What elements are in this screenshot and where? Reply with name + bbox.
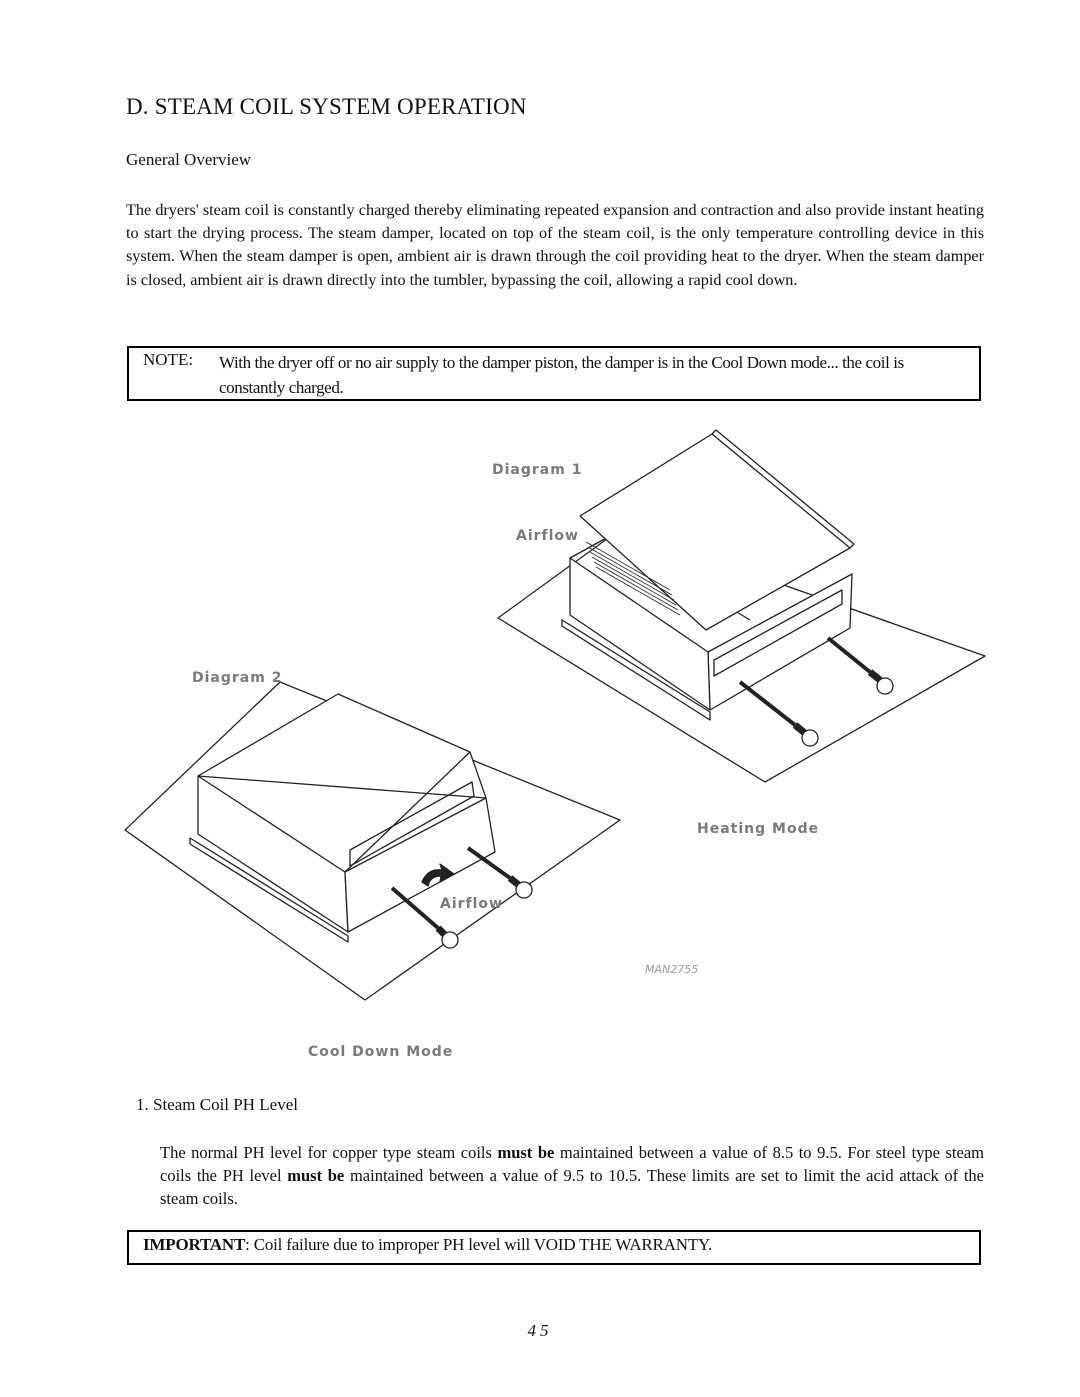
list-item-ph-level: 1. Steam Coil PH Level (136, 1095, 298, 1114)
cool-down-label: Cool Down Mode (308, 1044, 454, 1060)
note-label: NOTE: (143, 350, 194, 369)
page-number: 45 (527, 1321, 553, 1340)
note-text: With the dryer off or no air supply to the damper piston, the damper is in the Cool Down mode... the coil is constantly charged. (219, 353, 904, 397)
airflow-bottom-label: Airflow (440, 896, 503, 912)
subheading: General Overview (126, 150, 252, 169)
section-title: D. STEAM COIL SYSTEM OPERATION (126, 94, 527, 119)
airflow-top-label: Airflow (516, 528, 579, 544)
important-label: IMPORTANT (143, 1235, 246, 1254)
heating-mode-label: Heating Mode (697, 821, 820, 837)
must-be-1: must be (497, 1143, 555, 1162)
steam-coil-diagram (110, 420, 990, 1070)
ph-paragraph: The normal PH level for copper type steam coils must be maintained between a value of 8.5 to 9.5. For steel type steam coils the PH level must be maintained between a value of 9.5 to 10.5. These limits are set to limit the acid attack of the steam coils. (160, 1143, 984, 1208)
ref-label: MAN2755 (645, 963, 699, 976)
overview-paragraph: The dryers' steam coil is constantly charged thereby eliminating repeated expansion and contraction and also provide instant heating to start the drying process. The steam damper, located on top of the steam coil, is the only temperature controlling device in this system. When the steam damper is open, ambient air is drawn through the coil providing heat to the dryer. When the steam damper is closed, ambient air is drawn directly into the tumbler, bypassing the coil, allowing a rapid cool down. (126, 201, 984, 289)
diagram1-label: Diagram 1 (492, 462, 583, 478)
must-be-2: must be (287, 1166, 345, 1185)
important-text: IMPORTANT: Coil failure due to improper PH level will VOID THE WARRANTY. (143, 1235, 712, 1254)
diagram2-label: Diagram 2 (192, 670, 283, 686)
